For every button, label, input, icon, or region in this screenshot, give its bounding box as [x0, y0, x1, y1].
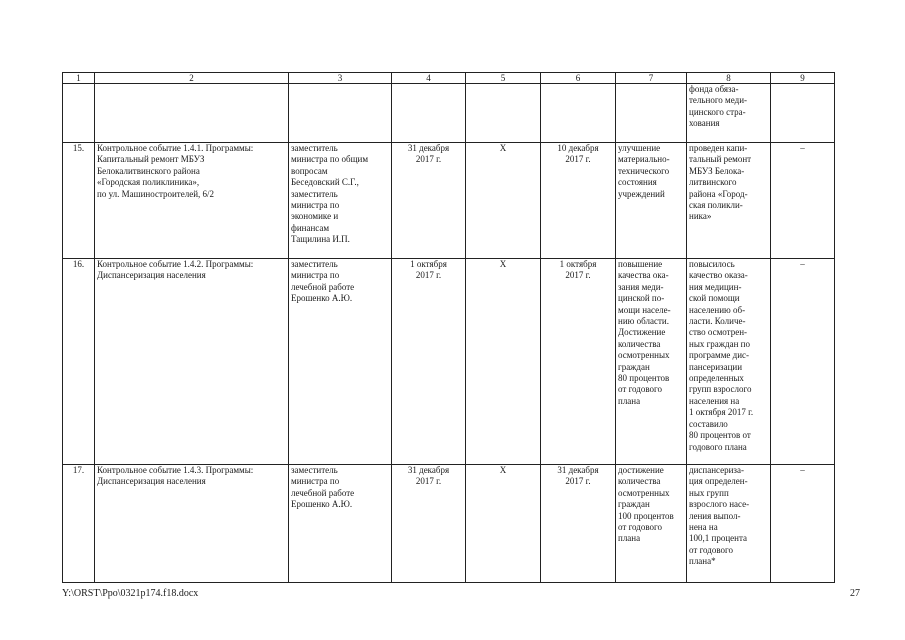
x-cell: X	[466, 259, 541, 465]
header-cell: 6	[541, 73, 616, 84]
header-row	[63, 73, 835, 84]
x-cell	[466, 84, 541, 143]
row-number: 17.	[63, 465, 95, 583]
row-number	[63, 84, 95, 143]
footer-file-path: Y:\ORST\Ppo\0321p174.f18.docx	[62, 588, 199, 599]
row-number: 15.	[63, 143, 95, 259]
plan-date-cell: 1 октября 2017 г.	[392, 259, 466, 465]
plan-date-cell: 31 декабря 2017 г.	[392, 465, 466, 583]
planned-result-cell: повышение качества ока- зания меди- цинской по- мощи населе- нию области. Достижение количества осмотренных граждан 80 процентов от годового плана	[616, 259, 687, 465]
header-cell: 5	[466, 73, 541, 84]
note-cell	[771, 84, 835, 143]
header-cell: 8	[687, 73, 771, 84]
responsible-cell: заместитель министра по общим вопросам Беседовский С.Г., заместитель министра по экономике и финансам Тащилина И.П.	[289, 143, 392, 259]
x-cell: X	[466, 465, 541, 583]
plan-date-cell: 31 декабря 2017 г.	[392, 143, 466, 259]
header-cell: 4	[392, 73, 466, 84]
note-cell: –	[771, 143, 835, 259]
fact-date-cell: 1 октября 2017 г.	[541, 259, 616, 465]
note-cell: –	[771, 465, 835, 583]
event-cell: Контрольное событие 1.4.2. Программы: Диспансеризация населения	[95, 259, 289, 465]
program-events-table	[62, 72, 835, 583]
page-number: 27	[850, 588, 860, 599]
header-cell: 9	[771, 73, 835, 84]
responsible-cell: заместитель министра по лечебной работе Ерошенко А.Ю.	[289, 465, 392, 583]
header-cell: 2	[95, 73, 289, 84]
fact-date-cell	[541, 84, 616, 143]
event-cell	[95, 84, 289, 143]
responsible-cell: заместитель министра по лечебной работе Ерошенко А.Ю.	[289, 259, 392, 465]
row-number: 16.	[63, 259, 95, 465]
planned-result-cell	[616, 84, 687, 143]
actual-result-cell: проведен капи- тальный ремонт МБУЗ Белока- литвинского района «Город- ская поликли- ника»	[687, 143, 771, 259]
responsible-cell	[289, 84, 392, 143]
table-row	[63, 143, 835, 259]
actual-result-cell: фонда обяза- тельного меди- цинского стра- хования	[687, 84, 771, 143]
event-cell: Контрольное событие 1.4.1. Программы: Капитальный ремонт МБУЗ Белокалитвинского района «Городская поликлиника», по ул. Машиностроителей, 6/2	[95, 143, 289, 259]
note-cell: –	[771, 259, 835, 465]
event-cell: Контрольное событие 1.4.3. Программы: Диспансеризация населения	[95, 465, 289, 583]
x-cell: X	[466, 143, 541, 259]
table-row	[63, 465, 835, 583]
planned-result-cell: достижение количества осмотренных граждан 100 процентов от годового плана	[616, 465, 687, 583]
header-cell: 3	[289, 73, 392, 84]
planned-result-cell: улучшение материально- технического состояния учреждений	[616, 143, 687, 259]
table-row	[63, 259, 835, 465]
header-cell: 1	[63, 73, 95, 84]
plan-date-cell	[392, 84, 466, 143]
actual-result-cell: диспансериза- ция определен- ных групп взрослого насе- ления выпол- нена на 100,1 процента от годового плана*	[687, 465, 771, 583]
fact-date-cell: 10 декабря 2017 г.	[541, 143, 616, 259]
header-cell: 7	[616, 73, 687, 84]
table-row-continuation	[63, 84, 835, 143]
actual-result-cell: повысилось качество оказа- ния медицин- ской помощи населению об- ласти. Количе- ство осмотрен- ных граждан по программе дис- пансеризации определенных групп взрослого населения на 1 октября 2017 г. составило 80 процентов от годового плана	[687, 259, 771, 465]
fact-date-cell: 31 декабря 2017 г.	[541, 465, 616, 583]
